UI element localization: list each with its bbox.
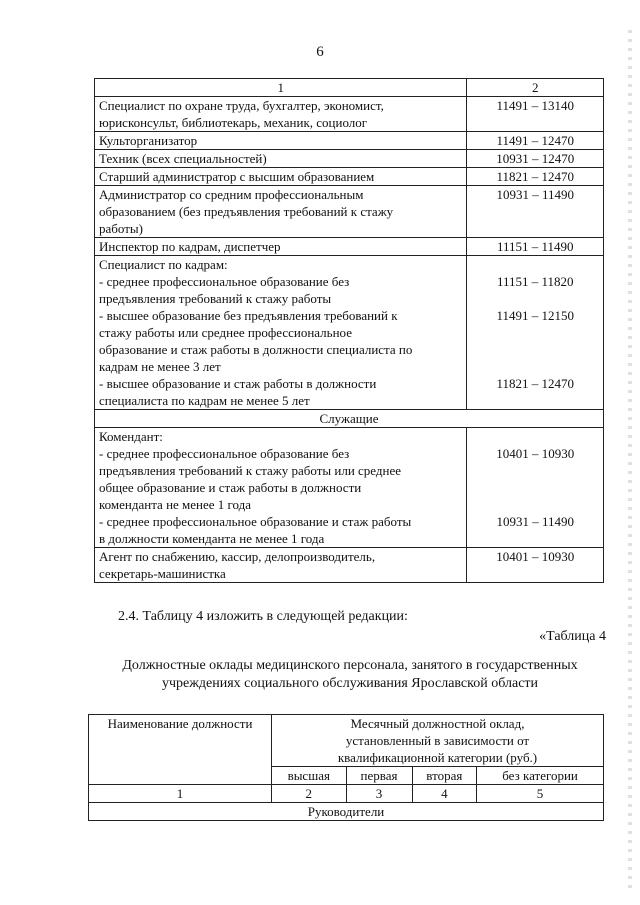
- salary-range: 10401 – 10930: [496, 446, 575, 461]
- position-text: общее образование и стаж работы в должности: [99, 480, 362, 495]
- table-row: [95, 186, 604, 238]
- salary-spacer: [471, 479, 599, 496]
- position-text: Культорганизатор: [99, 133, 198, 148]
- salary-spacer: [471, 256, 599, 273]
- position-text: юрисконсульт, библиотекарь, механик, социолог: [99, 115, 368, 130]
- position-text: стажу работы или среднее профессиональное: [99, 325, 352, 340]
- salary-range: 11151 – 11490: [496, 239, 574, 254]
- position-text: коменданта не менее 1 года: [99, 497, 252, 512]
- salary-range-cell: [467, 168, 604, 186]
- salary-range-cell: [467, 548, 604, 583]
- salary-range: 11821 – 12470: [496, 376, 574, 391]
- table-row: [95, 150, 604, 168]
- position-cell: [95, 150, 467, 168]
- salary-range-cell: [467, 256, 604, 410]
- position-text: предъявления требований к стажу работы или среднее: [99, 463, 402, 478]
- table-header-row: [95, 79, 604, 97]
- position-cell: [95, 186, 467, 238]
- position-cell: [95, 132, 467, 150]
- table-row: [95, 428, 604, 548]
- title-line: учреждениях социального обслуживания Ярославской области: [161, 676, 539, 691]
- salary-range: 11491 – 13140: [496, 98, 574, 113]
- section-row: [95, 410, 604, 428]
- salary-spacer: [471, 530, 599, 547]
- scan-margin-marks: [628, 30, 632, 890]
- position-text: кадрам не менее 3 лет: [99, 359, 221, 374]
- title-line: Должностные оклады медицинского персонала, занятого в государственных: [122, 658, 578, 673]
- section-managers: Руководители: [89, 803, 604, 821]
- position-cell: [95, 548, 467, 583]
- salary-range-cell: [467, 132, 604, 150]
- amendment-text: 2.4. Таблицу 4 изложить в следующей редакции:: [118, 609, 408, 624]
- column-number: 2: [272, 785, 347, 803]
- table-row: [95, 256, 604, 410]
- table-row: [95, 168, 604, 186]
- table-row: [95, 97, 604, 132]
- position-text: Специалист по кадрам:: [99, 257, 228, 272]
- salary-spacer: [471, 341, 599, 358]
- position-cell: [95, 428, 467, 548]
- position-text: образование и стаж работы в должности специалиста по: [99, 342, 413, 357]
- salary-range: 11821 – 12470: [496, 169, 574, 184]
- salary-range: 11491 – 12470: [496, 133, 574, 148]
- table-row: [95, 238, 604, 256]
- position-text: предъявления требований к стажу работы: [99, 291, 332, 306]
- salary-spacer: [471, 462, 599, 479]
- table-label: «Таблица 4: [539, 629, 606, 644]
- salary-spacer: [471, 428, 599, 445]
- column-number: 3: [346, 785, 412, 803]
- column-number: 5: [477, 785, 604, 803]
- position-text: Старший администратор с высшим образованием: [99, 169, 375, 184]
- salary-header-line: квалификационной категории (руб.): [337, 750, 538, 765]
- position-text: Администратор со средним профессиональным: [99, 187, 364, 202]
- position-text: Специалист по охране труда, бухгалтер, экономист,: [99, 98, 384, 113]
- position-cell: [95, 97, 467, 132]
- table-row: [95, 548, 604, 583]
- salary-range-cell: [467, 150, 604, 168]
- position-cell: [95, 168, 467, 186]
- table-row: [95, 132, 604, 150]
- category-none: без категории: [477, 767, 604, 785]
- medical-salary-table: [88, 714, 604, 821]
- salary-range-cell: [467, 97, 604, 132]
- salary-table-continued: [94, 78, 604, 583]
- position-cell: [95, 256, 467, 410]
- monthly-salary-header: [272, 715, 604, 767]
- column-number: 2: [467, 79, 604, 97]
- salary-range: 10931 – 11490: [496, 187, 574, 202]
- category-first: первая: [346, 767, 412, 785]
- salary-range: 11151 – 11820: [496, 274, 574, 289]
- position-text: - среднее профессиональное образование без: [99, 446, 350, 461]
- salary-spacer: [471, 324, 599, 341]
- position-text: - высшее образование без предъявления требований к: [99, 308, 398, 323]
- salary-spacer: [471, 496, 599, 513]
- salary-range: 10931 – 12470: [496, 151, 575, 166]
- position-text: Комендант:: [99, 429, 163, 444]
- salary-range-cell: [467, 238, 604, 256]
- position-text: - среднее профессиональное образование и стаж работы: [99, 514, 412, 529]
- salary-header-line: Месячный должностной оклад,: [350, 716, 525, 731]
- position-text: Инспектор по кадрам, диспетчер: [99, 239, 281, 254]
- position-text: специалиста по кадрам не менее 5 лет: [99, 393, 310, 408]
- position-text: - высшее образование и стаж работы в должности: [99, 376, 377, 391]
- section-employees: Служащие: [95, 410, 604, 428]
- salary-spacer: [471, 392, 599, 409]
- column-number: 1: [89, 785, 272, 803]
- column-number: 1: [95, 79, 467, 97]
- position-cell: [95, 238, 467, 256]
- category-second: вторая: [412, 767, 477, 785]
- position-text: работы): [99, 221, 143, 236]
- salary-range: 10401 – 10930: [496, 549, 575, 564]
- salary-spacer: [471, 358, 599, 375]
- category-highest: высшая: [272, 767, 347, 785]
- table-title: [90, 657, 610, 693]
- salary-range: 10931 – 11490: [496, 514, 574, 529]
- salary-range: 11491 – 12150: [496, 308, 574, 323]
- position-text: - среднее профессиональное образование без: [99, 274, 350, 289]
- salary-header-line: установленный в зависимости от: [345, 733, 530, 748]
- salary-range-cell: [467, 428, 604, 548]
- salary-range-cell: [467, 186, 604, 238]
- position-text: образованием (без предъявления требований к стажу: [99, 204, 394, 219]
- position-text: секретарь-машинистка: [99, 566, 226, 581]
- page-number: 6: [316, 44, 324, 60]
- position-text: Агент по снабжению, кассир, делопроизводитель,: [99, 549, 376, 564]
- position-text: Техник (всех специальностей): [99, 151, 267, 166]
- column-number: 4: [412, 785, 477, 803]
- position-text: в должности коменданта не менее 1 года: [99, 531, 325, 546]
- salary-spacer: [471, 290, 599, 307]
- position-name-header: Наименование должности: [89, 715, 272, 785]
